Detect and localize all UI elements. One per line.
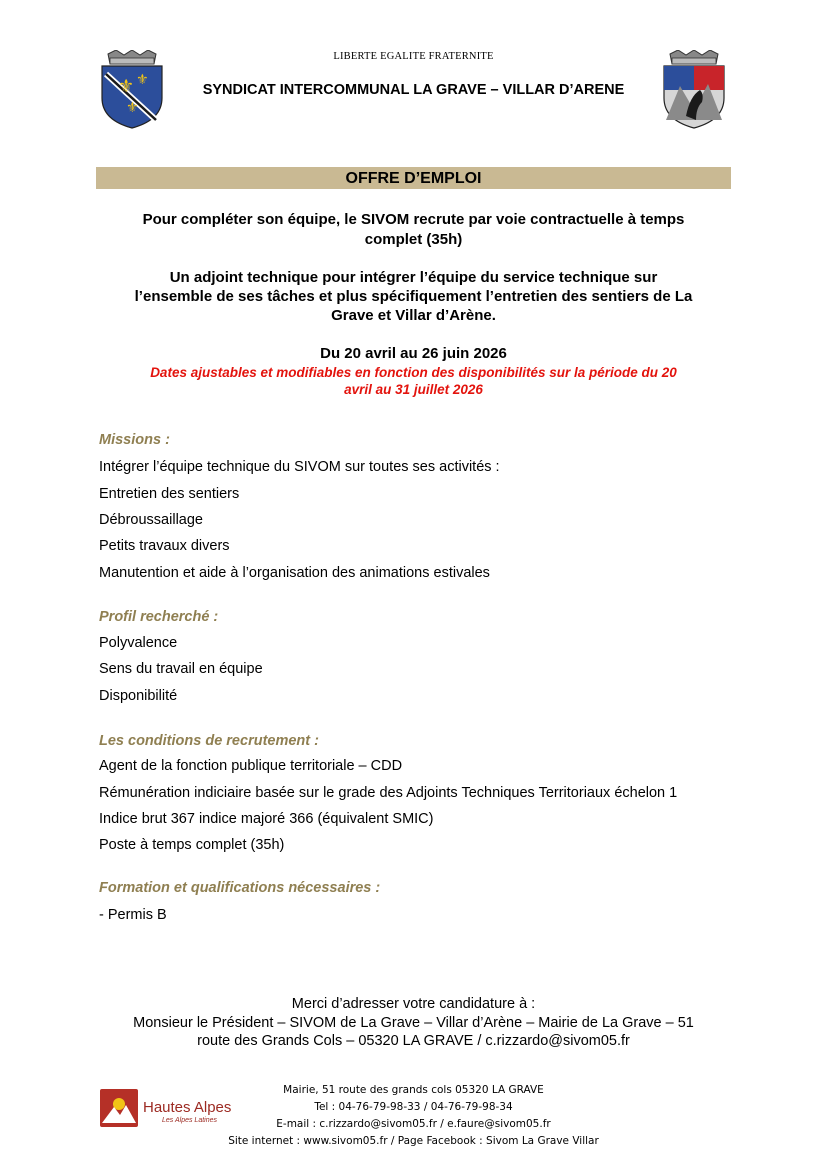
profile-heading: Profil recherché :: [99, 609, 219, 625]
application-line-1: Merci d’adresser votre candidature à :: [291, 996, 536, 1012]
conditions-heading: Les conditions de recrutement :: [99, 733, 319, 749]
mission-item: Entretien des sentiers: [99, 486, 240, 502]
mission-item: Intégrer l’équipe technique du SIVOM sur toutes ses activités :: [99, 459, 500, 475]
dates-note-line-2: avril au 31 juillet 2026: [344, 382, 483, 397]
hautes-alpes-logo-mark: [100, 1089, 138, 1127]
job-offer-title: OFFRE D’EMPLOI: [96, 167, 731, 189]
mission-item: Débroussaillage: [99, 512, 203, 528]
intro-line-1: Pour compléter son équipe, le SIVOM recrute par voie contractuelle à temps: [142, 211, 685, 228]
condition-item: Poste à temps complet (35h): [99, 837, 285, 853]
mission-item: Manutention et aide à l’organisation des animations estivales: [99, 565, 490, 581]
hautes-alpes-logo-name: Hautes Alpes: [143, 1099, 232, 1116]
footer-phone: Tel : 04-76-79-98-33 / 04-76-79-98-34: [314, 1101, 513, 1113]
villar-darene-coat-of-arms: [660, 50, 728, 130]
application-line-2: Monsieur le Président – SIVOM de La Grave – Villar d’Arène – Mairie de La Grave – 51: [133, 1015, 694, 1031]
application-line-3: route des Grands Cols – 05320 LA GRAVE / c.rizzardo@sivom05.fr: [197, 1033, 630, 1049]
svg-text:⚜: ⚜: [118, 76, 135, 97]
employment-period: Du 20 avril au 26 juin 2026: [320, 345, 507, 362]
organization-name: SYNDICAT INTERCOMMUNAL LA GRAVE – VILLAR D’ARENE: [202, 82, 625, 98]
svg-text:⚜: ⚜: [126, 100, 139, 116]
position-line-3: Grave et Villar d’Arène.: [331, 307, 496, 324]
footer-address: Mairie, 51 route des grands cols 05320 LA GRAVE: [283, 1084, 544, 1096]
condition-item: Agent de la fonction publique territoriale – CDD: [99, 758, 403, 774]
training-item: - Permis B: [99, 907, 167, 923]
condition-item: Rémunération indiciaire basée sur le grade des Adjoints Techniques Territoriaux échelon 1: [99, 785, 678, 801]
profile-item: Sens du travail en équipe: [99, 661, 263, 677]
profile-item: Disponibilité: [99, 688, 178, 704]
intro-line-2: complet (35h): [364, 231, 463, 248]
missions-heading: Missions :: [99, 432, 170, 448]
training-heading: Formation et qualifications nécessaires :: [99, 880, 381, 896]
mission-item: Petits travaux divers: [99, 538, 230, 554]
hautes-alpes-logo-tagline: Les Alpes Latines: [162, 1117, 217, 1124]
condition-item: Indice brut 367 indice majoré 366 (équivalent SMIC): [99, 811, 434, 827]
footer-website: Site internet : www.sivom05.fr / Page Facebook : Sivom La Grave Villar: [228, 1135, 599, 1147]
position-line-2: l’ensemble de ses tâches et plus spécifiquement l’entretien des sentiers de La: [134, 288, 693, 305]
dates-note-line-1: Dates ajustables et modifiables en fonction des disponibilités sur la période du 20: [150, 365, 677, 380]
profile-item: Polyvalence: [99, 635, 178, 651]
national-motto: LIBERTE EGALITE FRATERNITE: [333, 51, 494, 62]
svg-text:⚜: ⚜: [136, 72, 149, 88]
position-line-1: Un adjoint technique pour intégrer l’équipe du service technique sur: [169, 269, 658, 286]
footer-email: E-mail : c.rizzardo@sivom05.fr / e.faure@sivom05.fr: [276, 1118, 551, 1130]
